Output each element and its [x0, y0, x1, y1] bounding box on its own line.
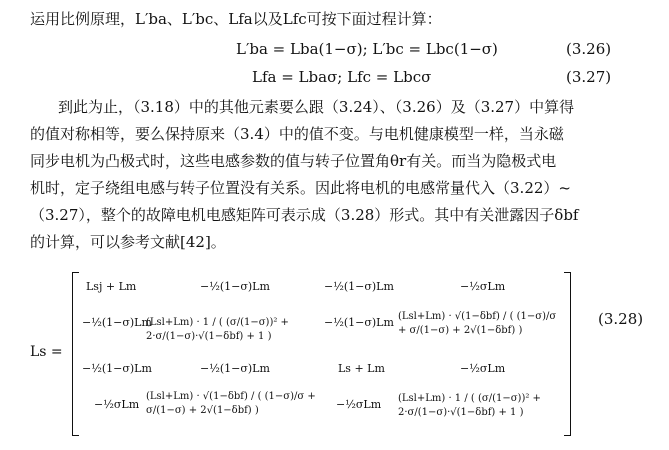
- paragraph-line: 机时，定子绕组电感与转子位置没有关系。因此将电机的电感常量代入（3.22）~: [30, 179, 571, 197]
- intro-line: 运用比例原理，L′ba、L′bc、Lfa以及Lfc可按下面过程计算：: [30, 10, 442, 28]
- matrix-cell-r2c3: −½(1−σ)Lm: [324, 316, 394, 329]
- paragraph-line: 的值对称相等，要么保持原来（3.4）中的值不变。与电机健康模型一样，当永磁: [30, 125, 564, 143]
- matrix-label: Ls =: [30, 344, 63, 360]
- matrix-cell-r2c2: (Lsl+Lm) · 1 / ( (σ/(1−σ))² + 2·σ/(1−σ)·√(1−δbf) + 1 ): [146, 317, 289, 342]
- paragraph-line: 同步电机为凸极式时，这些电感参数的值与转子位置角θr有关。而当为隐极式电: [30, 152, 557, 170]
- matrix-cell-r3c2: −½(1−σ)Lm: [200, 362, 270, 375]
- matrix-cell-r1c4: −½σLm: [460, 280, 506, 293]
- matrix-cell-r1c1: Lsj + Lm: [86, 280, 137, 293]
- equation-3-27: Lfa = Lbaσ; Lfc = Lbcσ: [252, 68, 432, 86]
- equation-number-3-28: (3.28): [598, 310, 644, 328]
- paragraph-line: 的计算，可以参考文献[42]。: [30, 233, 226, 251]
- matrix-cell-r3c1: −½(1−σ)Lm: [82, 362, 152, 375]
- equation-3-26: L′ba = Lba(1−σ); L′bc = Lbc(1−σ): [236, 40, 498, 58]
- matrix-cell-r4c2: (Lsl+Lm) · √(1−δbf) / ( (1−σ)/σ + σ/(1−σ) + 2√(1−δbf) ): [146, 391, 316, 416]
- matrix-cell-r1c2: −½(1−σ)Lm: [200, 280, 270, 293]
- paragraph-line: 到此为止，（3.18）中的其他元素要么跟（3.24）、（3.26）及（3.27）中算得: [58, 98, 575, 116]
- left-bracket: [72, 272, 79, 436]
- matrix-cell-r2c1: −½(1−σ)Lm: [82, 316, 152, 329]
- matrix-cell-r3c4: −½σLm: [460, 362, 506, 375]
- matrix-cell-r4c1: −½σLm: [94, 398, 140, 411]
- matrix-cell-r4c4: (Lsl+Lm) · 1 / ( (σ/(1−σ))² + 2·σ/(1−σ)·√(1−δbf) + 1 ): [398, 393, 541, 418]
- paragraph-line: （3.27），整个的故障电机电感矩阵可表示成（3.28）形式。其中有关泄露因子δbf: [30, 206, 579, 224]
- equation-number-3-27: (3.27): [566, 68, 612, 86]
- matrix-cell-r3c3: Ls + Lm: [338, 362, 385, 375]
- matrix-cell-r1c3: −½(1−σ)Lm: [324, 280, 394, 293]
- right-bracket: [564, 272, 571, 436]
- matrix-cell-r2c4: (Lsl+Lm) · √(1−δbf) / ( (1−σ)/σ + σ/(1−σ) + 2√(1−δbf) ): [398, 311, 557, 336]
- matrix-cell-r4c3: −½σLm: [336, 398, 382, 411]
- inductance-matrix: [20, 268, 660, 440]
- equation-number-3-26: (3.26): [566, 40, 612, 58]
